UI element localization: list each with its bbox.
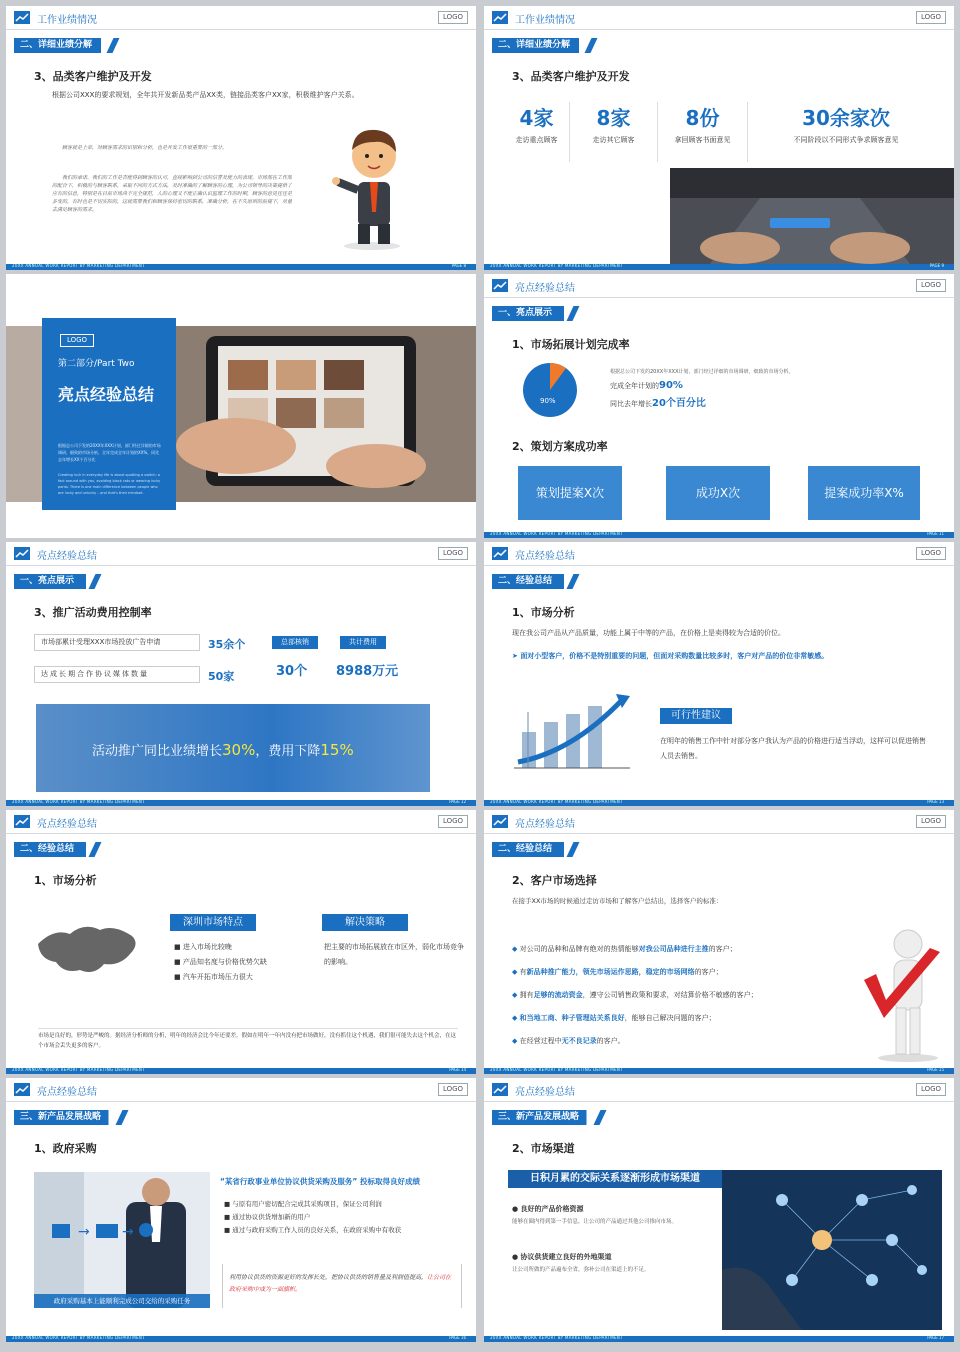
logo: LOGO <box>438 815 468 828</box>
list-item <box>512 1007 872 1030</box>
pie-desc: 根据总公司下发的20XX年XXX计划，部门经过详细的市场调研，细致的市场分析。 <box>610 369 794 375</box>
trend-chart-icon <box>492 547 508 560</box>
item-text: 在经营过程中 <box>519 1037 562 1045</box>
square-bullet-icon: ■ <box>174 973 183 981</box>
footer-text: 20XX ANNUAL WORK REPORT BY MARKETING DEPARTMENT <box>12 1335 145 1340</box>
slide-title: 亮点经验总结 <box>37 819 97 830</box>
headline: “某省行政事业单位协议供货采购及服务” 投标取得良好成绩 <box>220 1177 420 1186</box>
total-cost-value: 8988万元 <box>336 664 399 679</box>
footer-text: 20XX ANNUAL WORK REPORT BY MARKETING DEPARTMENT <box>490 1067 623 1072</box>
success-rate-box <box>808 466 920 520</box>
diamond-bullet-icon: ◆ <box>512 1014 520 1022</box>
photo-caption: 政府采购基本上能顺利完成公司交给的采购任务 <box>34 1294 210 1308</box>
stat-item <box>658 102 748 162</box>
stat-item <box>748 102 944 162</box>
bullet-1-desc: 能够在圈内得到第一手信息，让公司的产品通过其他公司推向市场。 <box>512 1219 678 1225</box>
trend-chart-icon <box>492 1083 508 1096</box>
growth-text: 同比去年增长 <box>610 400 652 408</box>
list-item-text: 产品知名度与价格优势欠缺 <box>182 958 267 966</box>
box-label: 成功X次 <box>695 486 741 500</box>
trend-chart-icon <box>14 1083 30 1096</box>
list-item <box>512 938 872 961</box>
row-label: 达成长期合作协议媒体数量 <box>41 670 149 678</box>
para-1: 顾客就是上帝，对顾客需求的识别和分析，也是开发工作很重要的一部分。 <box>62 145 228 151</box>
footer-text: 20XX ANNUAL WORK REPORT BY MARKETING DEPARTMENT <box>12 799 145 804</box>
square-bullet-icon: ■ <box>174 958 183 966</box>
logo: LOGO <box>916 1083 946 1096</box>
section-label: 二、详细业绩分解 <box>492 38 598 53</box>
pie-label: 90% <box>540 397 556 405</box>
part-label: 第二部分/Part Two <box>58 359 135 369</box>
stat-number: 30余家次 <box>802 106 890 130</box>
slide-header <box>6 810 476 834</box>
diamond-bullet-icon: ◆ <box>512 945 520 953</box>
slide-new-product-2 <box>484 1078 954 1342</box>
row-label: 市场部累计受理XXX市场投放广告申请 <box>41 638 161 646</box>
cover-desc: 根据总公司下发的20XX年XXX计划，部门经过详细的市场调研，细致的市场分析，全年完成全年计划的XX%，同比去年增长XX个百分比 <box>58 443 161 462</box>
growth-value: 20个百分比 <box>652 398 706 409</box>
region-map-illustration <box>34 914 144 980</box>
list-item-text: 进入市场比较晚 <box>182 943 232 951</box>
businessman-shopping-photo <box>34 1172 210 1308</box>
slide-title: 亮点经验总结 <box>515 283 575 294</box>
item-text: 有 <box>519 968 527 976</box>
subheading-2: 2、策划方案成功率 <box>512 440 608 453</box>
stat-number: 4家 <box>519 106 554 130</box>
trend-chart-icon <box>14 547 30 560</box>
diamond-bullet-icon: ◆ <box>512 991 520 999</box>
slide-header <box>484 542 954 566</box>
slide-footer <box>484 1068 954 1074</box>
slide-highlights-2 <box>6 542 476 806</box>
list-item-text: 与原有用户密切配合完成其采购项目，保证公司利润 <box>232 1200 382 1208</box>
slide-title: 亮点经验总结 <box>515 819 575 830</box>
completion-line <box>610 380 683 392</box>
item-text: ，能够自己解决问题的客户； <box>624 1014 716 1022</box>
stat-label: 拿回顾客书面意见 <box>674 136 731 144</box>
subheading: 3、品类客户维护及开发 <box>512 70 630 83</box>
page-number: PAGE 17 <box>927 1335 944 1340</box>
section-label: 二、经验总结 <box>492 574 580 589</box>
footer-text: 20XX ANNUAL WORK REPORT BY MARKETING DEPARTMENT <box>490 799 623 804</box>
slide-header <box>484 1078 954 1102</box>
slide-footer <box>484 800 954 806</box>
stat-label: 不同阶段以不同形式争求顾客意见 <box>793 136 899 144</box>
growth-line <box>610 398 706 410</box>
strategy-tag: 解决策略 <box>322 914 408 931</box>
subheading: 1、市场分析 <box>512 606 575 619</box>
item-text: 的客户； <box>708 945 737 953</box>
item-text: 对公司的品种和品牌有绝对的热情能够 <box>519 945 639 953</box>
list-item <box>512 961 872 984</box>
diamond-bullet-icon: ◆ <box>512 968 520 976</box>
criteria-list <box>512 938 872 1053</box>
cartoon-businessman-illustration <box>324 120 414 250</box>
bullet-2-title <box>512 1252 612 1263</box>
subheading-1: 1、市场拓展计划完成率 <box>512 338 630 351</box>
note-highlight: 让公司在政府采购中成为一面旗帜。 <box>229 1274 452 1293</box>
item-highlight: 足够的流动资金 <box>533 991 583 999</box>
market-features-tag: 深圳市场特点 <box>170 914 256 931</box>
cover-title: 亮点经验总结 <box>58 385 155 404</box>
stat-number: 8份 <box>685 106 720 130</box>
item-highlight: 和当地工商、种子管理站关系良好 <box>519 1014 625 1022</box>
section-label: 二、详细业绩分解 <box>14 38 120 53</box>
item-highlight: 对我公司品种进行主推 <box>638 945 709 953</box>
slide-experience-3 <box>484 810 954 1074</box>
item-text: ，遵守公司销售政策和要求，对结算价格不敏感的客户； <box>582 991 758 999</box>
cover-quote: Creating luck in everyday life is about spotting a switch: a fact around with you, avoiding black cats or wearing lucky pants. There is one main difference between people who are lucky and unlucky – and that's their mindset. <box>58 473 161 495</box>
bullet-1-title <box>512 1204 584 1215</box>
slide-part-two-cover <box>6 274 476 538</box>
logo: LOGO <box>916 279 946 292</box>
section-label: 三、新产品发展战略 <box>14 1110 129 1125</box>
slide-header <box>484 810 954 834</box>
banner-text <box>92 740 354 759</box>
page-number: PAGE 12 <box>449 799 466 804</box>
bullet-title-text: 良好的产品价格资源 <box>520 1205 584 1213</box>
list-item <box>224 1211 464 1224</box>
logo: LOGO <box>438 11 468 24</box>
note-box <box>222 1264 462 1308</box>
success-count-box <box>666 466 770 520</box>
page-number: PAGE 13 <box>927 799 944 804</box>
slide-title: 亮点经验总结 <box>515 1087 575 1098</box>
page-number: PAGE 9 <box>929 263 944 268</box>
logo: LOGO <box>438 1083 468 1096</box>
bullet-2-desc: 让公司所做的产品遍布全省，弥补公司在渠道上的不足。 <box>512 1267 650 1273</box>
checkmark-figure-illustration <box>860 922 946 1062</box>
para-2: 在明年的销售工作中针对部分客户我认为产品的价格进行适当浮动，这样可以促进销售人员去销售。 <box>660 737 926 760</box>
item-highlight: 新品种推广能力，领先市场运作思路，稳定的市场网络 <box>526 968 695 976</box>
bullet-text: 面对小型客户，价格不是特别重要的问题，但面对采购数量比较多时，客户对产品的价位非常敏感。 <box>520 652 829 660</box>
logo: LOGO <box>916 815 946 828</box>
tablet-hands-photo <box>670 168 954 264</box>
dot-bullet-icon: ● <box>512 1205 521 1213</box>
slide-title: 亮点经验总结 <box>515 551 575 562</box>
verified-value: 30个 <box>276 664 308 679</box>
ad-requests-value: 35余个 <box>208 638 246 651</box>
square-bullet-icon: ■ <box>224 1200 233 1208</box>
list-item <box>512 984 872 1007</box>
logo: LOGO <box>916 11 946 24</box>
slide-new-product-1 <box>6 1078 476 1342</box>
list-item <box>174 970 324 985</box>
page-number: PAGE 14 <box>449 1067 466 1072</box>
box-label: 策划提案X次 <box>535 486 605 500</box>
slide-footer <box>6 1068 476 1074</box>
svg-text:→: → <box>122 1224 134 1240</box>
channel-banner: 日积月累的交际关系逐渐形成市场渠道 <box>508 1170 722 1188</box>
cover-panel <box>42 318 176 510</box>
list-item <box>224 1224 464 1237</box>
procurement-list <box>224 1198 464 1237</box>
media-partners-row <box>34 666 200 683</box>
list-item-text: 通过与政府采购工作人员的良好关系，在政府采购中有收获 <box>232 1226 402 1234</box>
footer-text: 20XX ANNUAL WORK REPORT BY MARKETING DEPARTMENT <box>490 263 623 268</box>
trend-chart-icon <box>492 815 508 828</box>
logo: LOGO <box>916 547 946 560</box>
slide-title: 工作业绩情况 <box>37 15 97 26</box>
bullet-title-text: 协议供货建立良好的外地渠道 <box>520 1253 612 1261</box>
growth-bars-illustration <box>512 692 632 772</box>
banner-cost-value: 15% <box>320 741 354 759</box>
subheading: 1、政府采购 <box>34 1142 97 1155</box>
banner-mid: ，费用下降 <box>255 744 321 759</box>
trend-chart-icon <box>492 11 508 24</box>
item-highlight: 无不良记录 <box>561 1037 597 1045</box>
section-label: 三、新产品发展战略 <box>492 1110 607 1125</box>
media-partners-value: 50家 <box>208 670 235 683</box>
para-1: 现在我公司产品从产品质量，功能上属于中等的产品，在价格上是卖得较为合适的价位。 <box>512 629 785 637</box>
slide-performance-2 <box>484 6 954 270</box>
item-text: 的客户。 <box>596 1037 625 1045</box>
slide-title: 工作业绩情况 <box>515 15 575 26</box>
slide-header <box>6 6 476 30</box>
page-number: PAGE 15 <box>927 1067 944 1072</box>
slide-footer <box>484 532 954 538</box>
slide-experience-2 <box>6 810 476 1074</box>
stat-item <box>504 102 570 162</box>
page-number: PAGE 8 <box>451 263 466 268</box>
list-item <box>224 1198 464 1211</box>
total-cost-tag: 共计费用 <box>340 636 386 649</box>
logo: LOGO <box>60 334 94 347</box>
banner-pre: 活动推广同比业绩增长 <box>92 744 223 759</box>
list-item <box>512 1030 872 1053</box>
intro-text: 在接手XX市场的时候通过走访市场和了解客户总结出，选择客户的标准： <box>512 897 723 905</box>
verified-tag: 总部核销 <box>272 636 318 649</box>
slide-footer <box>484 1336 954 1342</box>
box-label: 提案成功率X% <box>824 486 904 500</box>
list-item-text: 汽车开拓市场压力很大 <box>182 973 253 981</box>
section-label: 二、经验总结 <box>492 842 580 857</box>
slide-title: 亮点经验总结 <box>37 1087 97 1098</box>
trend-chart-icon <box>14 815 30 828</box>
stat-item <box>570 102 658 162</box>
completion-text: 完成全年计划的 <box>610 382 659 390</box>
page-number: PAGE 11 <box>927 531 944 536</box>
features-list <box>174 940 324 985</box>
slide-experience-1 <box>484 542 954 806</box>
network-touch-photo <box>722 1170 942 1330</box>
item-text: 拥有 <box>519 991 534 999</box>
logo: LOGO <box>438 547 468 560</box>
item-text: 的客户； <box>694 968 723 976</box>
subheading: 3、推广活动费用控制率 <box>34 606 152 619</box>
subheading: 1、市场分析 <box>34 874 97 887</box>
list-item <box>174 940 324 955</box>
slide-footer <box>6 1336 476 1342</box>
slide-highlights-1 <box>484 274 954 538</box>
footer-text: 20XX ANNUAL WORK REPORT BY MARKETING DEPARTMENT <box>12 1067 145 1072</box>
note-text: 利用协议供货的资源更好的发挥长处，把协议供货的销售量及利润值提高， <box>229 1274 428 1281</box>
completion-value: 90% <box>659 380 683 391</box>
subheading: 3、品类客户维护及开发 <box>34 70 152 83</box>
proposal-count-box <box>518 466 622 520</box>
footer-text: 20XX ANNUAL WORK REPORT BY MARKETING DEPARTMENT <box>12 263 145 268</box>
slide-header <box>484 6 954 30</box>
stat-label: 走访重点顾客 <box>515 136 558 144</box>
bullet-point <box>512 648 932 664</box>
stats-row <box>504 102 944 162</box>
stat-label: 走访其它顾客 <box>592 136 635 144</box>
square-bullet-icon: ■ <box>174 943 183 951</box>
ad-requests-row <box>34 634 200 651</box>
section-label: 二、经验总结 <box>14 842 102 857</box>
growth-banner <box>36 704 430 792</box>
slide-footer <box>484 264 954 270</box>
square-bullet-icon: ■ <box>224 1226 233 1234</box>
slide-performance-1 <box>6 6 476 270</box>
market-note: 市场是良好的，形势是严峻的。据经济分析师的分析，明年的经济会比今年还要差。假如在明年一年内没有把市场做好，没有抓住这个机遇，我们很可能失去这个机会，在这个市场会丢失更多的客户。 <box>38 1028 458 1051</box>
trend-chart-icon <box>492 279 508 292</box>
subheading: 2、客户市场选择 <box>512 874 597 887</box>
section-label: 一、亮点展示 <box>492 306 580 321</box>
square-bullet-icon: ■ <box>224 1213 233 1221</box>
footer-text: 20XX ANNUAL WORK REPORT BY MARKETING DEPARTMENT <box>490 1335 623 1340</box>
intro-text: 根据公司XXX的要求规划，全年共开发新品类产品XX类，链接品类客户XX家，积极维护客户关系。 <box>52 91 359 99</box>
slide-footer <box>6 264 476 270</box>
diamond-bullet-icon: ➤ <box>512 652 521 660</box>
slide-header <box>6 1078 476 1102</box>
completion-pie <box>522 362 578 418</box>
page-number: PAGE 16 <box>449 1335 466 1340</box>
slide-footer <box>6 800 476 806</box>
trend-chart-icon <box>14 11 30 24</box>
diamond-bullet-icon: ◆ <box>512 1037 520 1045</box>
strategy-text: 把主要的市场拓展放在市区外，弱化市场竞争的影响。 <box>324 943 464 966</box>
svg-text:→: → <box>78 1224 90 1240</box>
slide-header <box>6 542 476 566</box>
feasibility-tag: 可行性建议 <box>660 708 732 724</box>
para-2: 我们的承诺、我们的工作是否能得到顾客的认可，直接影响到公司的信誉及能力的表现。市场部在工作部的配合下，积极的与顾客联系，采取不同的方式方法，及时准确的了解顾客的心理，为公司领导的决策提供了应有的信息，特别是在目前市场尚不完全规范，人的心理又不能正确认识监理工作的时期，顾客的意见往往是多变的，有时也是不切实际的，这就需要我们和顾客保持密切的联系，准确分析，在不失原则的前提下，尽量去满足顾客的需求。 <box>52 175 292 213</box>
dot-bullet-icon: ● <box>512 1253 521 1261</box>
slide-header <box>484 274 954 298</box>
stat-number: 8家 <box>596 106 631 130</box>
footer-text: 20XX ANNUAL WORK REPORT BY MARKETING DEPARTMENT <box>490 531 623 536</box>
section-label: 一、亮点展示 <box>14 574 102 589</box>
slide-title: 亮点经验总结 <box>37 551 97 562</box>
banner-growth-value: 30% <box>222 741 256 759</box>
list-item-text: 通过协议供货增加新的用户 <box>232 1213 311 1221</box>
subheading: 2、市场渠道 <box>512 1142 575 1155</box>
list-item <box>174 955 324 970</box>
